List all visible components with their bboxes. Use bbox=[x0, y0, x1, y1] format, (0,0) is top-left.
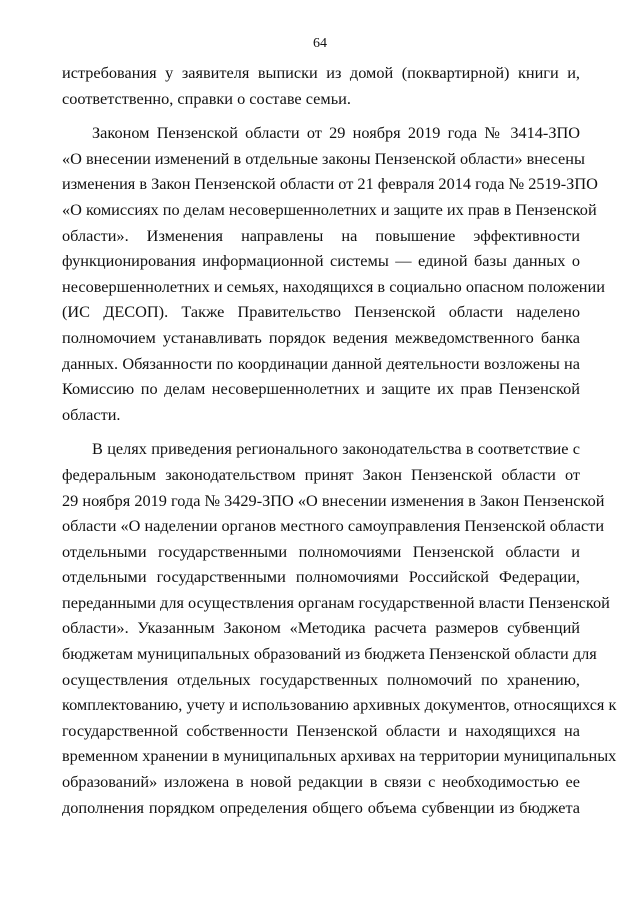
text-line: области». Изменения направлены на повышение эффективности bbox=[62, 225, 580, 245]
text-line: осуществления отдельных государственных полномочий по хранению, bbox=[62, 669, 580, 689]
text-line: соответственно, справки о составе семьи. bbox=[62, 88, 351, 108]
text-line: «О комиссиях по делам несовершеннолетних и защите их прав в Пензенской bbox=[62, 199, 597, 219]
text-line: государственной собственности Пензенской области и находящихся на bbox=[62, 720, 580, 740]
text-line: области. bbox=[62, 404, 121, 424]
text-line: «О внесении изменений в отдельные законы Пензенской области» внесены bbox=[62, 148, 585, 168]
text-line: области «О наделении органов местного самоуправления Пензенской области bbox=[62, 516, 605, 536]
text-line: образований» изложена в новой редакции в связи с необходимостью ее bbox=[62, 772, 580, 792]
text-line: отдельными государственными полномочиями Пензенской области и bbox=[62, 541, 580, 561]
text-line: 29 ноября 2019 года № 3429-ЗПО «О внесении изменения в Закон Пензенской bbox=[62, 490, 605, 510]
text-line: отдельными государственными полномочиями Российской Федерации, bbox=[62, 567, 580, 587]
text-line: истребования у заявителя выписки из домой (поквартирной) книги и, bbox=[62, 63, 580, 82]
text-line: В целях приведения регионального законодательства в соответствие с bbox=[92, 439, 580, 459]
paragraph bbox=[62, 120, 605, 427]
text-line: Комиссию по делам несовершеннолетних и защите их прав Пензенской bbox=[62, 379, 580, 399]
text-line: дополнения порядком определения общего объема субвенции из бюджета bbox=[62, 797, 580, 817]
text-line: переданными для осуществления органам государственной власти Пензенской bbox=[62, 592, 610, 612]
text-line: временном хранении в муниципальных архивах на территории муниципальных bbox=[62, 746, 617, 766]
paragraph bbox=[62, 60, 580, 111]
text-line: изменения в Закон Пензенской области от 21 февраля 2014 года № 2519-ЗПО bbox=[62, 174, 598, 194]
text-line: несовершеннолетних и семьях, находящихся в социально опасном положении bbox=[62, 276, 605, 296]
text-line: полномочием устанавливать порядок ведения межведомственного банка bbox=[62, 327, 580, 347]
text-line: данных. Обязанности по координации данной деятельности возложены на bbox=[62, 353, 580, 373]
text-line: функционирования информационной системы — единой базы данных о bbox=[62, 251, 580, 271]
text-line: (ИС ДЕСОП). Также Правительство Пензенской области наделено bbox=[62, 302, 580, 322]
text-line: федеральным законодательством принят Закон Пензенской области от bbox=[62, 464, 580, 484]
paragraph bbox=[62, 436, 617, 820]
document-body bbox=[62, 60, 617, 829]
text-line: области». Указанным Законом «Методика расчета размеров субвенций bbox=[62, 618, 580, 638]
text-line: бюджетам муниципальных образований из бюджета Пензенской области для bbox=[62, 644, 597, 664]
text-line: комплектованию, учету и использованию архивных документов, относящихся к bbox=[62, 695, 617, 715]
page-number: 64 bbox=[313, 36, 327, 51]
text-line: Законом Пензенской области от 29 ноября 2019 года № 3414-ЗПО bbox=[92, 123, 580, 143]
